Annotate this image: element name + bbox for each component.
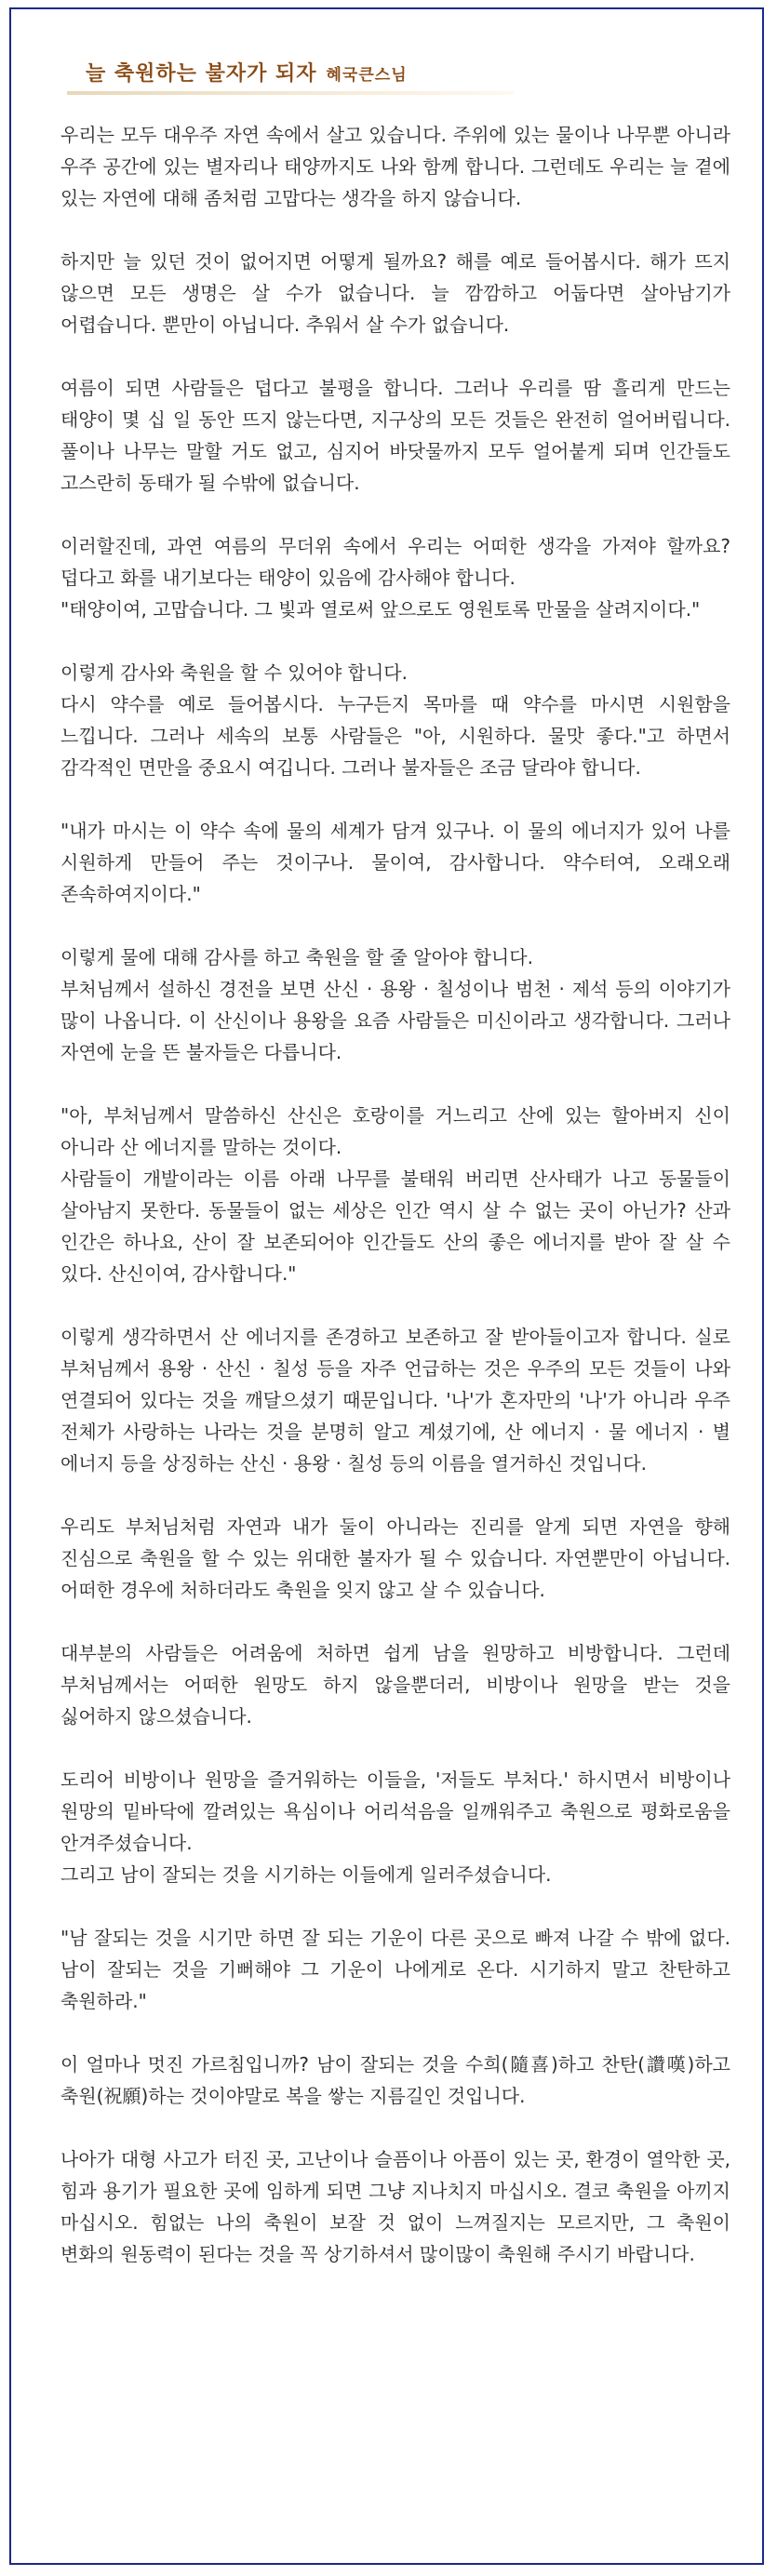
title-underline xyxy=(67,91,514,95)
paragraph: 우리도 부처님처럼 자연과 내가 둘이 아니라는 진리를 알게 되면 자연을 향해 진심으로 축원을 할 수 있는 위대한 불자가 될 수 있습니다. 자연뿐만이 아닙니다. 어떠한 경우에 처하더라도 축원을 잊지 않고 살 수 있습니다. xyxy=(60,1515,730,1601)
paragraph: 나아가 대형 사고가 터진 곳, 고난이나 슬픔이나 아픔이 있는 곳, 환경이 열악한 곳, 힘과 용기가 필요한 곳에 임하게 되면 그냥 지나치지 마십시오. 결코 축원을 아끼지 마십시오. 힘없는 나의 축원이 보잘 것 없이 느껴질지는 모르지만, 그 축원이 변화의 원동력이 된다는 것을 꼭 상기하셔서 많이많이 축원해 주시기 바랍니다. xyxy=(60,2148,730,2265)
paragraph: "남 잘되는 것을 시기만 하면 잘 되는 기운이 다른 곳으로 빠져 나갈 수 밖에 없다. 남이 잘되는 것을 기뻐해야 그 기운이 나에게로 온다. 시기하지 말고 찬탄하고 축원하라." xyxy=(60,1927,730,2012)
paragraph: 우리는 모두 대우주 자연 속에서 살고 있습니다. 주위에 있는 물이나 나무뿐 아니라 우주 공간에 있는 별자리나 태양까지도 나와 함께 합니다. 그런데도 우리는 늘 곁에 있는 자연에 대해 좀처럼 고맙다는 생각을 하지 않습니다. xyxy=(60,124,730,209)
author-byline: 혜국큰스님 xyxy=(326,66,408,85)
paragraph: 여름이 되면 사람들은 덥다고 불평을 합니다. 그러나 우리를 땀 흘리게 만드는 태양이 몇 십 일 동안 뜨지 않는다면, 지구상의 모든 것들은 완전히 얼어버립니다. 풀이나 나무는 말할 거도 없고, 심지어 바닷물까지 모두 얼어붙게 되며 인간들도 고스란히 동태가 될 수밖에 없습니다. xyxy=(60,377,730,494)
title-bar xyxy=(11,9,762,95)
paragraph: 이러할진데, 과연 여름의 무더위 속에서 우리는 어떠한 생각을 가져야 할까요? 덥다고 화를 내기보다는 태양이 있음에 감사해야 합니다. "태양이여, 고맙습니다. 그 빛과 열로써 앞으로도 영원토록 만물을 살려지이다." xyxy=(60,535,730,621)
paragraph: 이렇게 생각하면서 산 에너지를 존경하고 보존하고 잘 받아들이고자 합니다. 실로 부처님께서 용왕 · 산신 · 칠성 등을 자주 언급하는 것은 우주의 모든 것들이 나와 연결되어 있다는 것을 깨달으셨기 때문입니다. '나'가 혼자만의 '나'가 아니라 우주 전체가 사랑하는 나라는 것을 분명히 알고 계셨기에, 산 에너지 · 물 에너지 · 별 에너지 등을 상징하는 산신 · 용왕 · 칠성 등의 이름을 열거하신 것입니다. xyxy=(60,1326,730,1475)
page-title xyxy=(86,58,408,87)
paragraph: "아, 부처님께서 말씀하신 산신은 호랑이를 거느리고 산에 있는 할아버지 신이 아니라 산 에너지를 말하는 것이다. 사람들이 개발이라는 이름 아래 나무를 불태워 버리면 산사태가 나고 동물들이 살아남지 못한다. 동물들이 없는 세상은 인간 역시 살 수 없는 곳이 아닌가? 산과 인간은 하나요, 산이 잘 보존되어야 인간들도 산의 좋은 에너지를 받아 잘 살 수 있다. 산신이여, 감사합니다." xyxy=(60,1104,730,1285)
paragraph: 대부분의 사람들은 어려움에 처하면 쉽게 남을 원망하고 비방합니다. 그런데 부처님께서는 어떠한 원망도 하지 않을뿐더러, 비방이나 원망을 받는 것을 싫어하지 않으셨습니다. xyxy=(60,1642,730,1728)
paragraph: 하지만 늘 있던 것이 없어지면 어떻게 될까요? 해를 예로 들어봅시다. 해가 뜨지 않으면 모든 생명은 살 수가 없습니다. 늘 깜깜하고 어둡다면 살아남기가 어렵습니다. 뿐만이 아닙니다. 추워서 살 수가 없습니다. xyxy=(60,250,730,336)
article-body xyxy=(60,119,730,2302)
title-text: 늘 축원하는 불자가 되자 xyxy=(86,62,317,86)
paragraph: 이렇게 감사와 축원을 할 수 있어야 합니다. 다시 약수를 예로 들어봅시다. 누구든지 목마를 때 약수를 마시면 시원함을 느낍니다. 그러나 세속의 보통 사람들은 "아, 시원하다. 물맛 좋다."고 하면서 감각적인 면만을 중요시 여깁니다. 그러나 불자들은 조금 달라야 합니다. xyxy=(60,661,730,779)
article-frame xyxy=(9,7,764,2565)
paragraph: "내가 마시는 이 약수 속에 물의 세계가 담겨 있구나. 이 물의 에너지가 있어 나를 시원하게 만들어 주는 것이구나. 물이여, 감사합니다. 약수터여, 오래오래 존속하여지이다." xyxy=(60,820,730,905)
paragraph: 이 얼마나 멋진 가르침입니까? 남이 잘되는 것을 수희(隨喜)하고 찬탄(讚嘆)하고 축원(祝願)하는 것이야말로 복을 쌓는 지름길인 것입니다. xyxy=(60,2053,730,2107)
paragraph: 도리어 비방이나 원망을 즐거워하는 이들을, '저들도 부처다.' 하시면서 비방이나 원망의 밑바닥에 깔려있는 욕심이나 어리석음을 일깨워주고 축원으로 평화로움을 안겨주셨습니다. 그리고 남이 잘되는 것을 시기하는 이들에게 일러주셨습니다. xyxy=(60,1768,730,1886)
paragraph: 이렇게 물에 대해 감사를 하고 축원을 할 줄 알아야 합니다. 부처님께서 설하신 경전을 보면 산신 · 용왕 · 칠성이나 범천 · 제석 등의 이야기가 많이 나옵니다. 이 산신이나 용왕을 요즘 사람들은 미신이라고 생각합니다. 그러나 자연에 눈을 뜬 불자들은 다릅니다. xyxy=(60,946,730,1063)
